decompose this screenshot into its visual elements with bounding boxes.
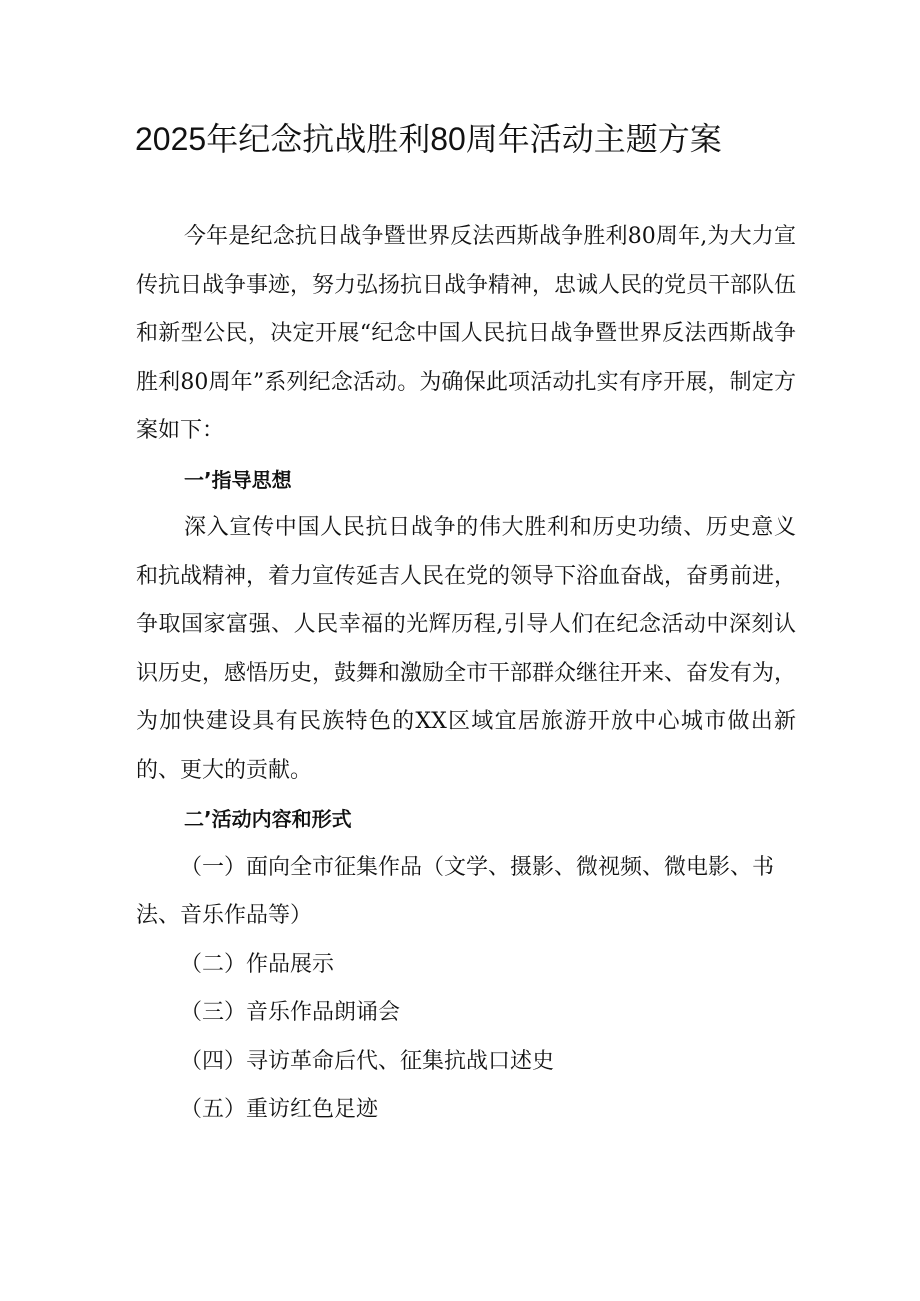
section-heading-guiding-ideology: 一’指导思想 bbox=[184, 467, 292, 492]
document-title: 2025年纪念抗战胜利80周年活动主题方案 bbox=[135, 121, 722, 157]
section-heading-activity-content: 二’活动内容和形式 bbox=[184, 807, 352, 831]
activity-item-5: （五）重访红色足迹 bbox=[180, 1097, 379, 1122]
activity-item-2: （二）作品展示 bbox=[180, 951, 335, 977]
activity-item-3: （三）音乐作品朗诵会 bbox=[180, 1000, 401, 1025]
document-body bbox=[136, 213, 796, 1135]
intro-paragraph: 今年是纪念抗日战争暨世界反法西斯战争胜利80周年,为大力宣传抗日战争事迹，努力弘扬抗日战争精神，忠诚人民的党员干部队伍和新型公民，决定开展“纪念中国人民抗日战争暨世界反法西斯战争胜利80周年”系列纪念活动。为确保此项活动扎实有序开展，制定方案如下： bbox=[136, 224, 797, 443]
guiding-ideology-paragraph: 深入宣传中国人民抗日战争的伟大胜利和历史功绩、历史意义和抗战精神，着力宣传延吉人民在党的领导下浴血奋战，奋勇前进，争取国家富强、人民幸福的光辉历程,引导人们在纪念活动中深刻认识历史，感悟历史，鼓舞和激励全市干部群众继往开来、奋发有为，为加快建设具有民族特色的XX区域宜居旅游开放中心城市做出新的、更大的贡献。 bbox=[136, 515, 797, 783]
activity-item-1: （一）面向全市征集作品（文学、摄影、微视频、微电影、书法、音乐作品等） bbox=[136, 854, 775, 928]
activity-item-4: （四）寻访革命后代、征集抗战口述史 bbox=[180, 1048, 555, 1074]
